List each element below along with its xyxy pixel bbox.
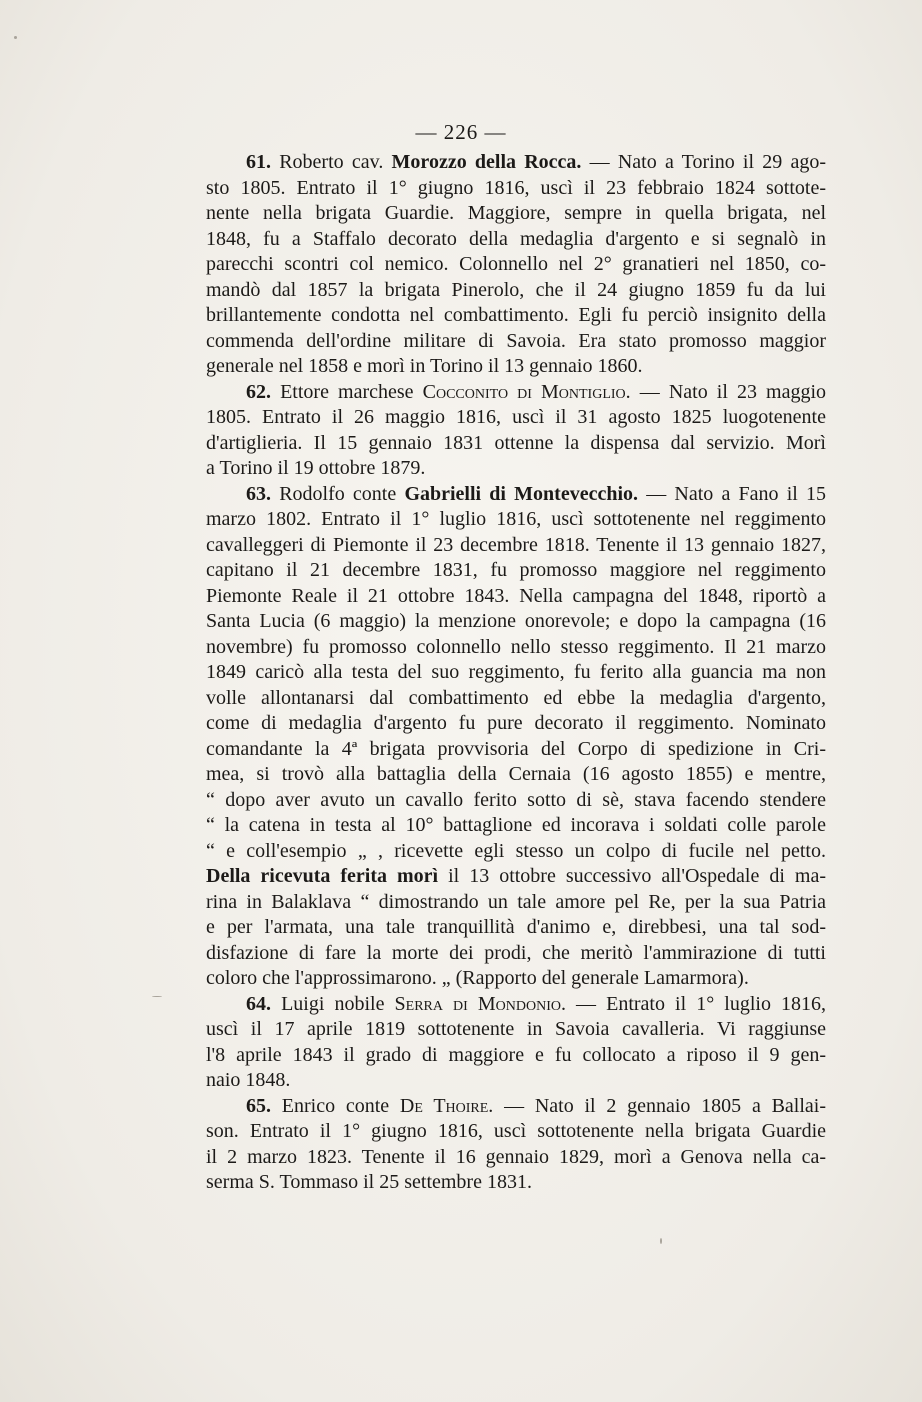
entry-line: a Torino il 19 ottobre 1879.: [206, 457, 426, 479]
entry-line: Della ricevuta ferita morì il 13 ottobre successivo all'Ospedale di ma-: [206, 865, 826, 887]
entry-line: “ e coll'esempio „ , ricevette egli stesso un colpo di fucile nel petto.: [206, 839, 826, 862]
entry-number: 63.: [246, 482, 271, 505]
entry-line: marzo 1802. Entrato il 1° luglio 1816, uscì sottotenente nel reggimento: [206, 508, 826, 530]
entry-line: d'artiglieria. Il 15 gennaio 1831 ottenne la dispensa dal servizio. Morì: [206, 431, 826, 454]
entry-line: sto 1805. Entrato il 1° giugno 1816, uscì il 23 febbraio 1824 sottote-: [206, 176, 826, 199]
entry-line: coloro che l'approssimarono. „ (Rapporto del generale Lamarmora).: [206, 967, 749, 989]
entry-line: il 2 marzo 1823. Tenente il 16 gennaio 1829, morì a Genova nella ca-: [206, 1145, 826, 1168]
person-name: Serra di Mondonio.: [394, 992, 566, 1015]
entry-line: Santa Lucia (6 maggio) la menzione onorevole; e dopo la campagna (16: [206, 610, 826, 632]
entry-line: parecchi scontri col nemico. Colonnello nel 2° granatieri nel 1850, co-: [206, 253, 826, 275]
entry-65: [206, 1094, 826, 1196]
entry-line: comandante la 4ª brigata provvisoria del Corpo di spedizione in Cri-: [206, 737, 826, 760]
entry-line: 61. Roberto cav. Morozzo della Rocca. — Nato a Torino il 29 ago-: [246, 151, 827, 173]
entry-line: uscì il 17 aprile 1819 sottotenente in Savoia cavalleria. Vi raggiunse: [206, 1018, 826, 1040]
entry-64: [206, 992, 826, 1094]
entry-line: volle allontanarsi dal combattimento ed ebbe la medaglia d'argento,: [206, 686, 826, 709]
page-number: — 226 —: [415, 120, 507, 144]
person-name: Morozzo della Rocca.: [391, 151, 582, 173]
entry-line: brillantemente condotta nel combattimento. Egli fu perciò insignito della: [206, 304, 826, 326]
entry-line: 63. Rodolfo conte Gabrielli di Montevecchio. — Nato a Fano il 15: [246, 482, 826, 505]
entry-line: disfazione di fare la morte dei prodi, che meritò l'ammirazione di tutti: [206, 941, 826, 964]
entry-line: 1805. Entrato il 26 maggio 1816, uscì il 31 agosto 1825 luogotenente: [206, 406, 826, 428]
entry-line: 1848, fu a Staffalo decorato della medaglia d'argento e si segnalò in: [206, 227, 826, 250]
entry-line: serma S. Tommaso il 25 settembre 1831.: [206, 1171, 532, 1193]
entry-number: 64.: [246, 992, 271, 1015]
entry-number: 65.: [246, 1094, 271, 1117]
paper-speck: [660, 1238, 662, 1244]
entry-line: 64. Luigi nobile Serra di Mondonio. — Entrato il 1° luglio 1816,: [246, 992, 826, 1015]
entry-line: 65. Enrico conte De Thoire. — Nato il 2 gennaio 1805 a Ballai-: [246, 1094, 827, 1117]
entry-line: son. Entrato il 1° giugno 1816, uscì sottotenente nella brigata Guardie: [206, 1120, 826, 1142]
entry-line: Piemonte Reale il 21 ottobre 1843. Nella campagna del 1848, riportò a: [206, 584, 826, 607]
entry-63: [206, 482, 826, 992]
entry-number: 62.: [246, 380, 271, 403]
entry-line: cavalleggeri di Piemonte il 23 decembre 1818. Tenente il 13 gennaio 1827,: [206, 533, 826, 556]
entry-line: e per l'armata, una tale tranquillità d'animo e, direbbesi, una tal sod-: [206, 916, 826, 938]
entry-line: capitano il 21 decembre 1831, fu promosso maggiore nel reggimento: [206, 559, 826, 581]
entry-line: novembre) fu promosso colonnello nello stesso reggimento. Il 21 marzo: [206, 635, 826, 658]
entry-line: come di medaglia d'argento fu pure decorato il reggimento. Nominato: [206, 712, 826, 734]
text-column: [206, 150, 826, 1196]
paper-speck: [14, 36, 17, 39]
entry-line: “ dopo aver avuto un cavallo ferito sotto di sè, stava facendo stendere: [206, 788, 826, 811]
entry-line: mandò dal 1857 la brigata Pinerolo, che il 24 giugno 1859 fu da lui: [206, 278, 826, 301]
entry-line: rina in Balaklava “ dimostrando un tale amore pel Re, per la sua Patria: [206, 890, 826, 913]
entry-line: naio 1848.: [206, 1069, 291, 1091]
entry-line: l'8 aprile 1843 il grado di maggiore e fu collocato a riposo il 9 gen-: [206, 1043, 826, 1066]
entry-line: 1849 caricò alla testa del suo reggimento, fu ferito alla guancia ma non: [206, 661, 826, 683]
entry-line: nente nella brigata Guardie. Maggiore, sempre in quella brigata, nel: [206, 202, 826, 224]
paper-speck: [152, 996, 162, 997]
entry-61: [206, 150, 826, 380]
entry-line: “ la catena in testa al 10° battaglione ed incorava i soldati colle parole: [206, 814, 826, 836]
entry-line: mea, si trovò alla battaglia della Cernaia (16 agosto 1855) e mentre,: [206, 763, 826, 785]
emphasis: Della ricevuta ferita morì: [206, 865, 439, 887]
person-name: Gabrielli di Montevecchio.: [404, 482, 638, 505]
entry-line: 62. Ettore marchese Cocconito di Montiglio. — Nato il 23 maggio: [246, 380, 827, 403]
entry-line: commenda dell'ordine militare di Savoia. Era stato promosso maggior: [206, 329, 826, 352]
entry-62: [206, 380, 826, 482]
person-name: Cocconito di Montiglio.: [422, 380, 631, 403]
entry-line: generale nel 1858 e morì in Torino il 13 gennaio 1860.: [206, 355, 643, 377]
entry-number: 61.: [246, 151, 271, 173]
person-name: De Thoire.: [399, 1094, 494, 1117]
